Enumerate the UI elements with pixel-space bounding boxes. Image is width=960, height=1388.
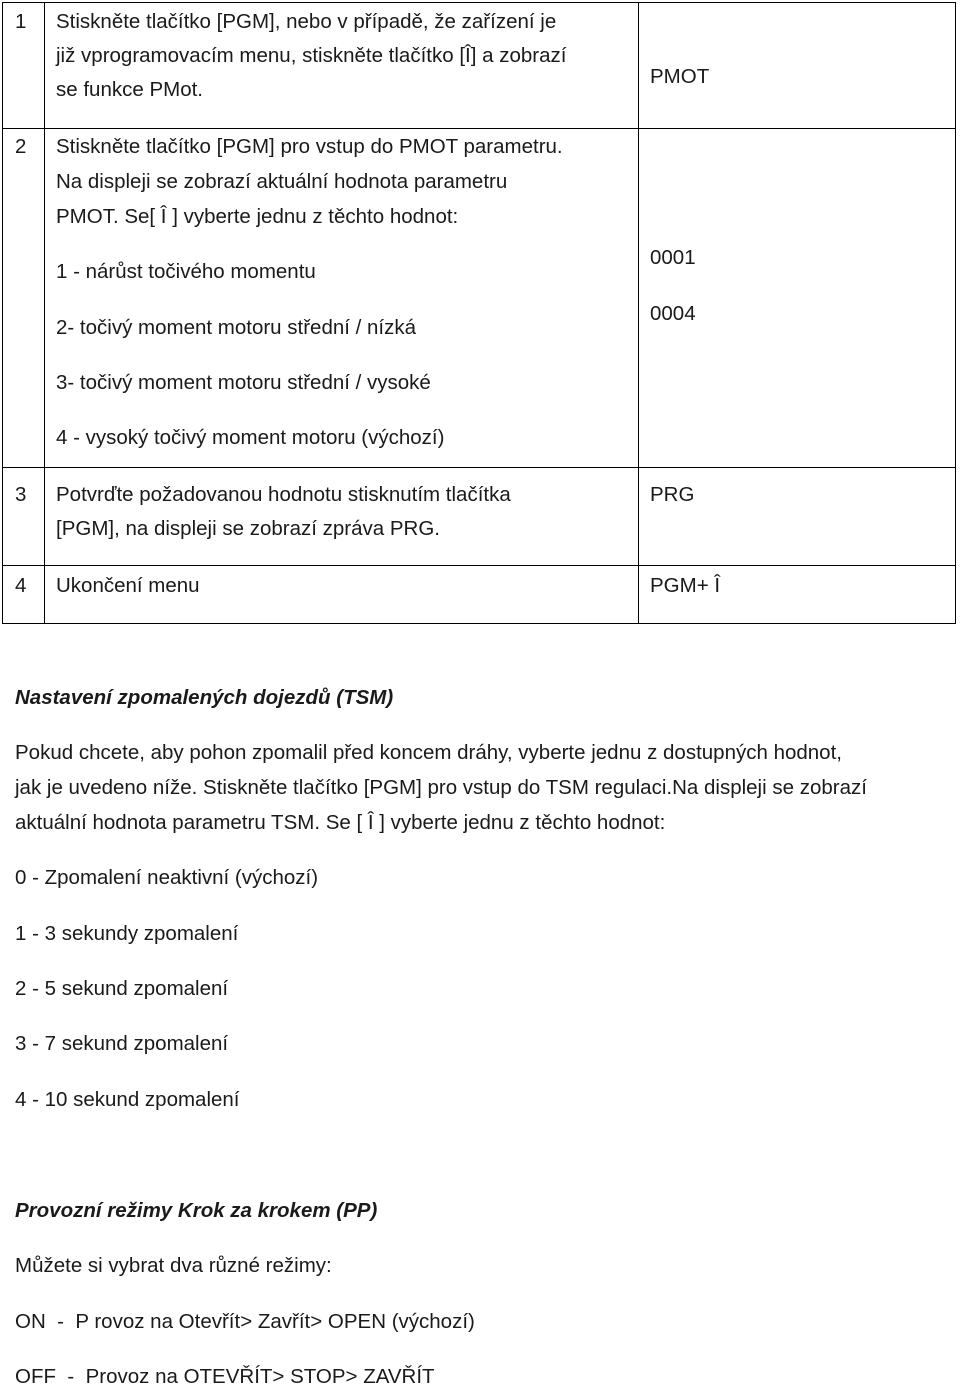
pp-mode: ON - P rovoz na Otevřít> Zavřít> OPEN (výchozí) [15,1310,475,1333]
row-text-line: PMOT. Se[ Î ] vyberte jednu z těchto hodnot: [56,205,459,228]
row-option: 3- točivý moment motoru střední / vysoké [56,371,431,394]
row-display-value: 0004 [650,302,696,325]
table-row-divider-2 [2,467,956,468]
row-number: 1 [15,10,27,33]
tsm-heading: Nastavení zpomalených dojezdů (TSM) [15,686,394,709]
row-text-line: již vprogramovacím menu, stiskněte tlačítko [Î] a zobrazí [56,44,567,67]
table-divider-display [638,2,639,624]
row-option: 2- točivý moment motoru střední / nízká [56,316,417,339]
tsm-option: 4 - 10 sekund zpomalení [15,1088,240,1111]
tsm-paragraph-line: aktuální hodnota parametru TSM. Se [ Î ] vyberte jednu z těchto hodnot: [15,811,666,834]
pp-heading: Provozní režimy Krok za krokem (PP) [15,1199,378,1222]
row-text-line: Stiskněte tlačítko [PGM] pro vstup do PMOT parametru. [56,135,563,158]
row-display-value: PMOT [650,65,710,88]
tsm-option: 2 - 5 sekund zpomalení [15,977,229,1000]
row-display-value: 0001 [650,246,696,269]
table-row-divider-3 [2,565,956,566]
tsm-paragraph-line: Pokud chcete, aby pohon zpomalil před koncem dráhy, vyberte jednu z dostupných hodnot, [15,741,842,764]
row-display-value: PGM+ Î [650,574,721,597]
table-row-divider-1 [2,128,956,129]
row-number: 3 [15,483,27,506]
row-text-line: se funkce PMot. [56,78,203,101]
row-option: 1 - nárůst točivého momentu [56,260,316,283]
row-text-line: Ukončení menu [56,574,200,597]
row-option: 4 - vysoký točivý moment motoru (výchozí) [56,426,445,449]
row-text-line: Stiskněte tlačítko [PGM], nebo v případě, že zařízení je [56,10,557,33]
row-display-value: PRG [650,483,695,506]
pp-intro: Můžete si vybrat dva různé režimy: [15,1254,332,1277]
row-number: 2 [15,135,27,158]
row-text-line: Potvrďte požadovanou hodnotu stisknutím tlačítka [56,483,511,506]
tsm-paragraph-line: jak je uvedeno níže. Stiskněte tlačítko [PGM] pro vstup do TSM regulaci.Na displeji se zobrazí [15,776,867,799]
row-number: 4 [15,574,27,597]
tsm-option: 3 - 7 sekund zpomalení [15,1032,229,1055]
row-text-line: Na displeji se zobrazí aktuální hodnota parametru [56,170,508,193]
pp-mode: OFF - Provoz na OTEVŘÍT> STOP> ZAVŘÍT [15,1365,435,1388]
row-text-line: [PGM], na displeji se zobrazí zpráva PRG. [56,517,440,540]
tsm-option: 0 - Zpomalení neaktivní (výchozí) [15,866,319,889]
tsm-option: 1 - 3 sekundy zpomalení [15,922,239,945]
table-divider-num [44,2,45,624]
